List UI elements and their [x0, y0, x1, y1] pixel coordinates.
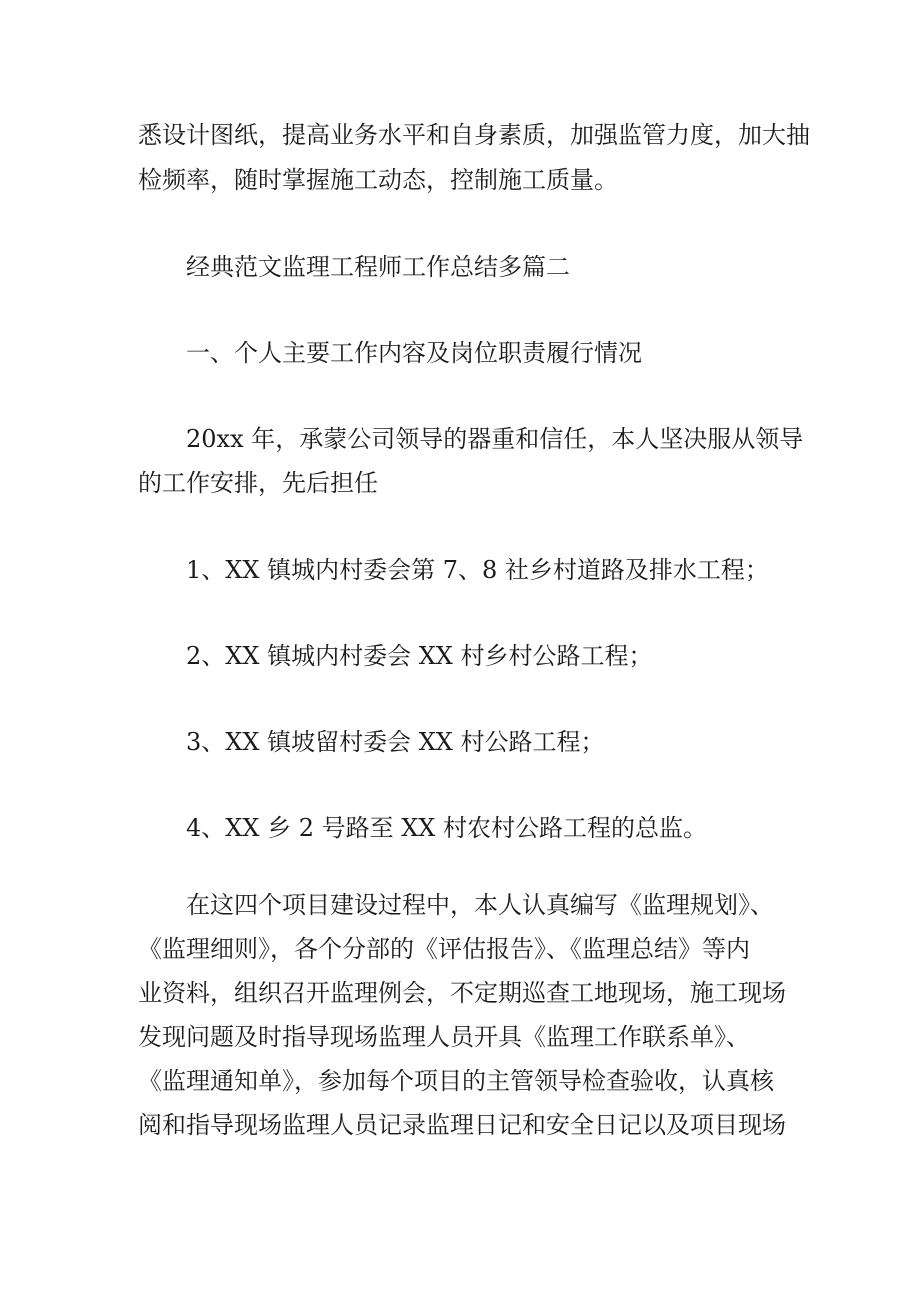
- paragraph-b-line-2: 《监理细则》，各个分部的《评估报告》、《监理总结》等内: [138, 935, 750, 963]
- paragraph-b-line-3: 业资料，组织召开监理例会，不定期巡查工地现场，施工现场: [138, 979, 786, 1007]
- text-line-2: 检频率，随时掌握施工动态，控制施工质量。: [138, 166, 618, 194]
- section-heading: 一、个人主要工作内容及岗位职责履行情况: [186, 339, 642, 367]
- paragraph-line-1: 20xx 年，承蒙公司领导的器重和信任，本人坚决服从领导: [186, 425, 804, 453]
- list-item-4: 4、XX 乡 2 号路至 XX 村农村公路工程的总监。: [186, 814, 708, 842]
- paragraph-b-line-1: 在这四个项目建设过程中，本人认真编写《监理规划》、: [186, 891, 774, 919]
- text-line-1: 悉设计图纸，提高业务水平和自身素质，加强监管力度，加大抽: [138, 121, 810, 149]
- section-title: 经典范文监理工程师工作总结多篇二: [186, 253, 570, 281]
- paragraph-line-2: 的工作安排，先后担任: [138, 469, 378, 497]
- list-item-1: 1、XX 镇城内村委会第 7、8 社乡村道路及排水工程；: [186, 556, 769, 584]
- paragraph-b-line-4: 发现问题及时指导现场监理人员开具《监理工作联系单》、: [138, 1023, 750, 1051]
- list-item-3: 3、XX 镇坡留村委会 XX 村公路工程；: [186, 728, 605, 756]
- list-item-2: 2、XX 镇城内村委会 XX 村乡村公路工程；: [186, 642, 653, 670]
- paragraph-b-line-5: 《监理通知单》，参加每个项目的主管领导检查验收，认真核: [138, 1067, 774, 1095]
- paragraph-b-line-6: 阅和指导现场监理人员记录监理日记和安全日记以及项目现场: [138, 1111, 786, 1139]
